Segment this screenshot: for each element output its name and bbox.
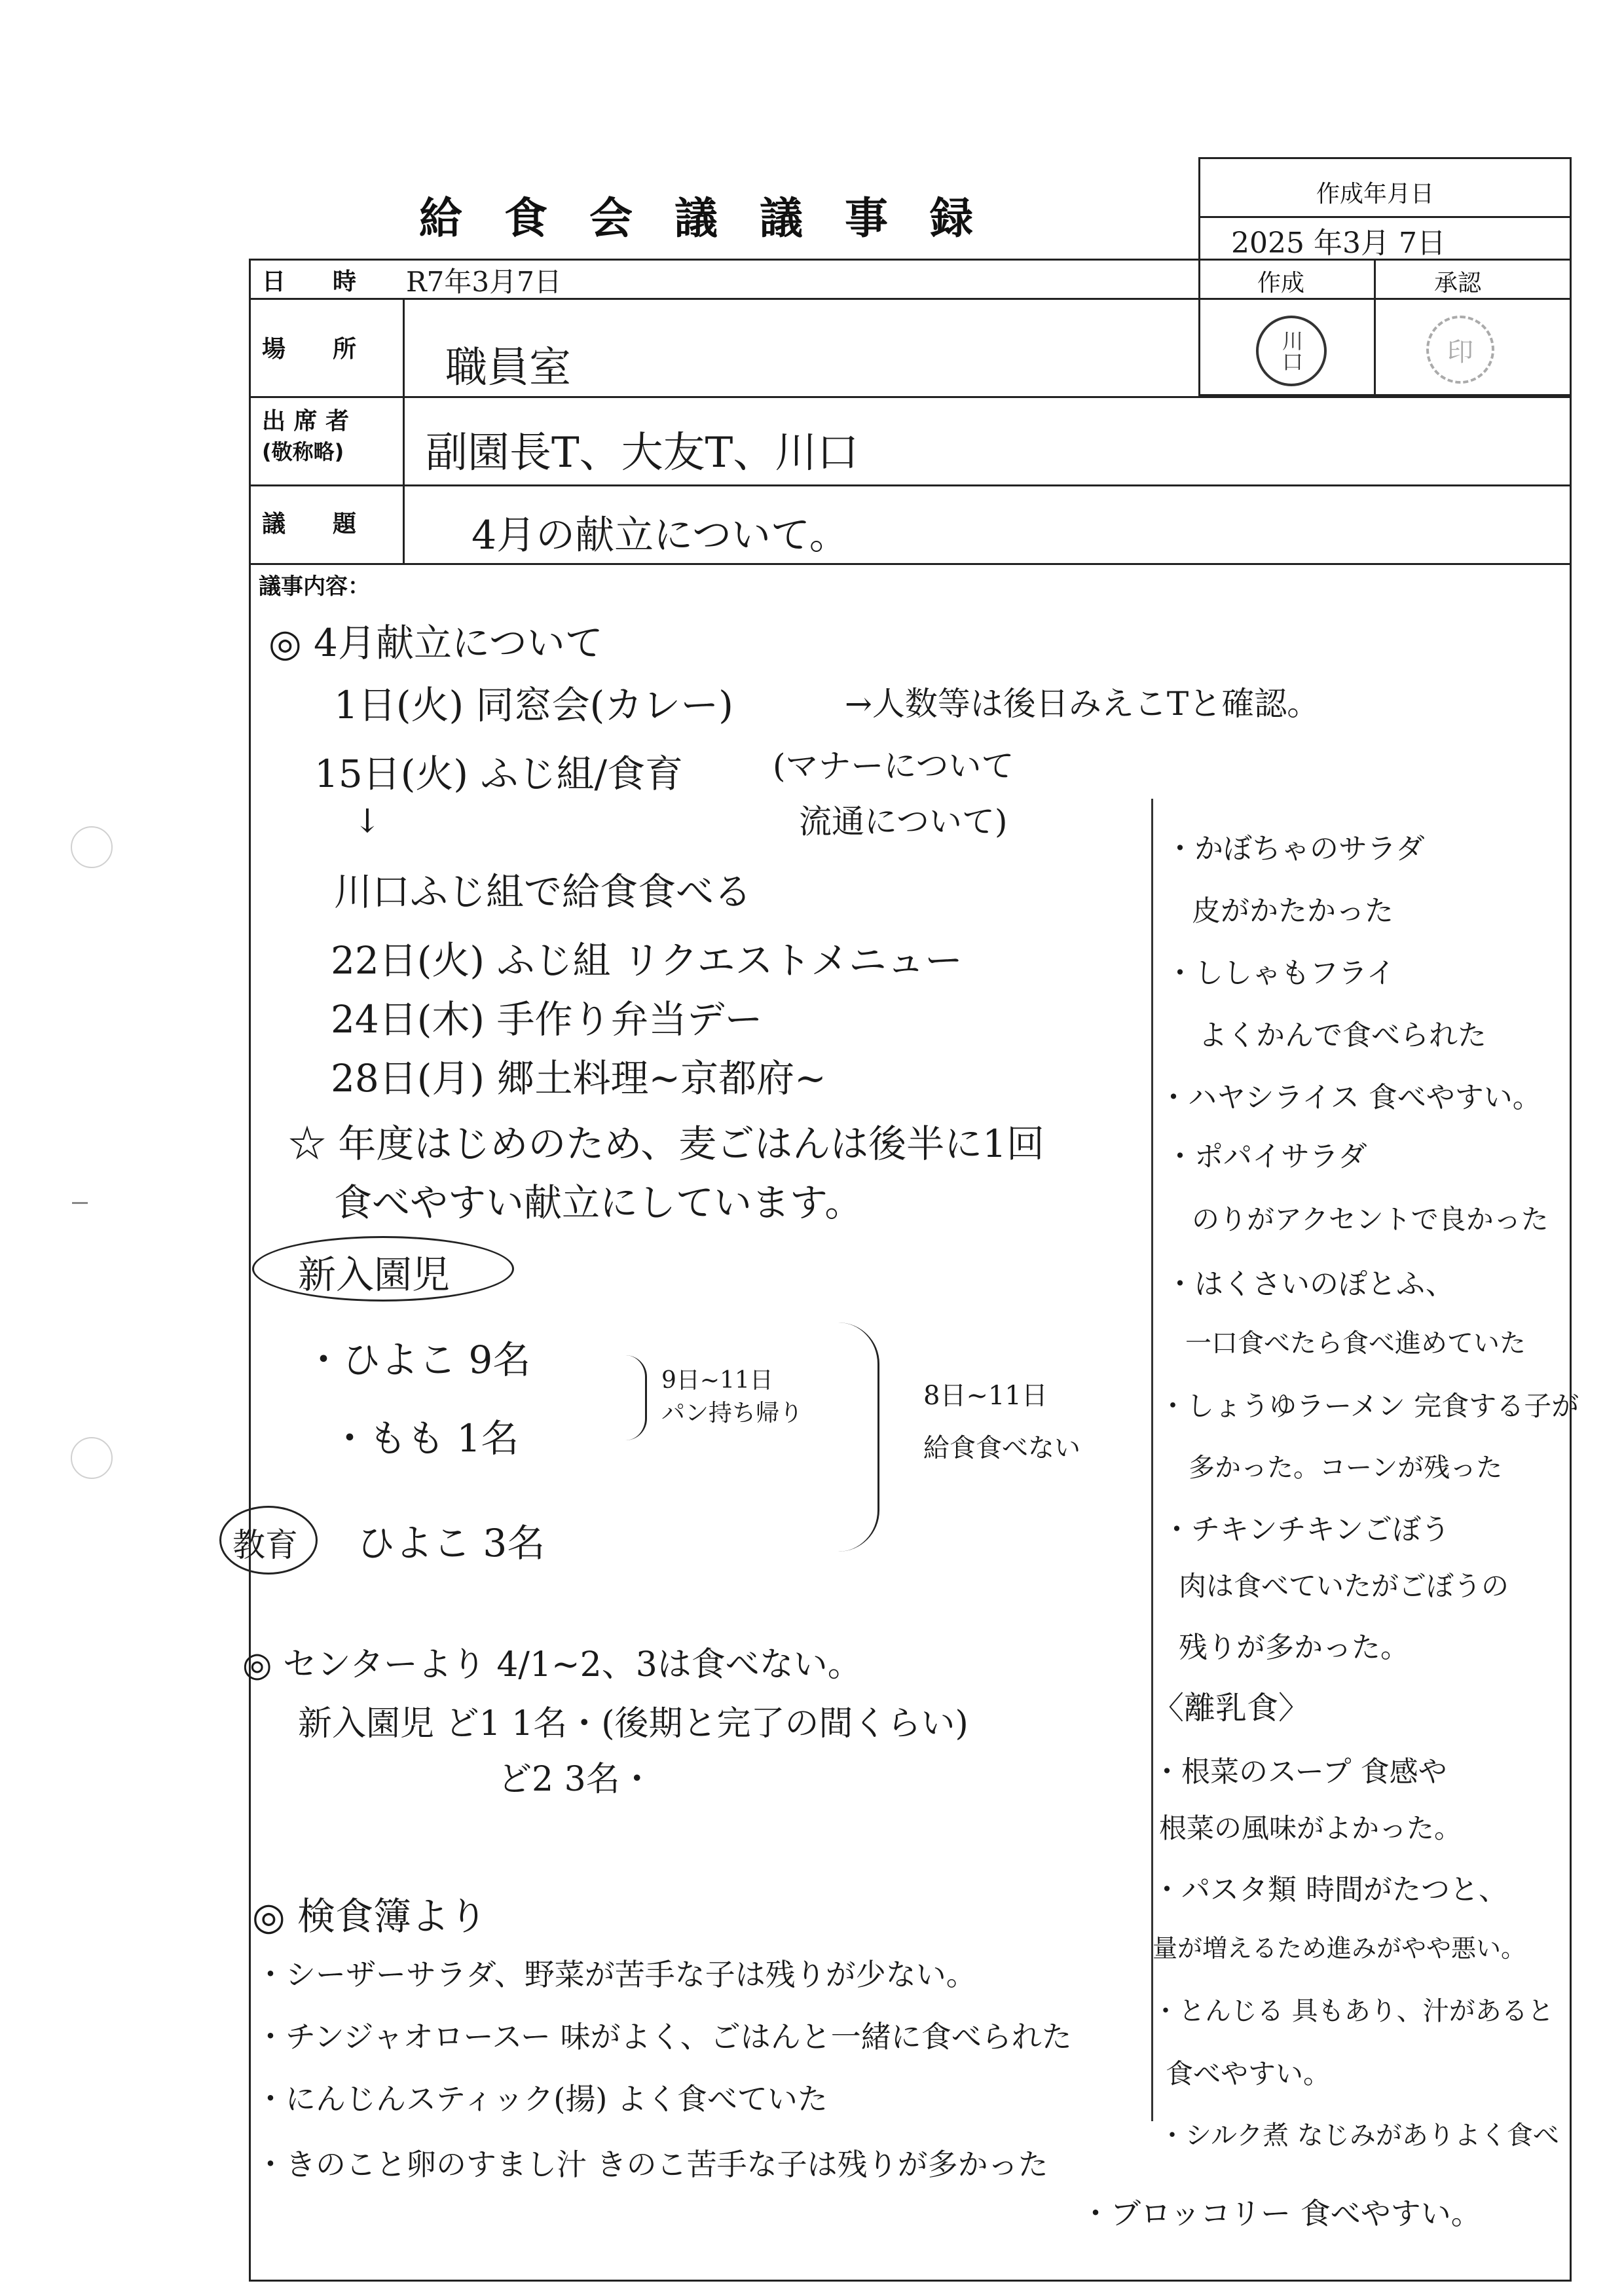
topic-label: 議 題 — [262, 511, 357, 538]
made-by-seal: 川口 — [1256, 316, 1327, 386]
note-line: ・もも 1名 — [331, 1416, 519, 1461]
approval-seal: 印 — [1426, 316, 1494, 384]
right-note: のりがアクセントで良かった — [1192, 1203, 1549, 1235]
right-note: 残りが多かった。 — [1179, 1631, 1409, 1664]
creation-date-label: 作成年月日 — [1316, 181, 1435, 208]
weaning-food-heading: 〈離乳食〉 — [1153, 1690, 1310, 1726]
place-label: 場 所 — [262, 336, 357, 363]
date-value: R7年3月7日 — [406, 266, 562, 298]
right-note: ・はくさいのぽとふ、 — [1166, 1267, 1454, 1301]
note-line: 24日(木) 手作り弁当デー — [331, 997, 763, 1042]
right-note: よくかんで食べられた — [1198, 1019, 1486, 1052]
right-note: 多かった。コーンが残った — [1189, 1453, 1503, 1483]
note-line: 22日(火) ふじ組 リクエストメニュー — [331, 938, 963, 983]
bracket — [838, 1322, 879, 1552]
place-value: 職員室 — [445, 344, 571, 392]
note-line: 28日(月) 郷土料理~京都府~ — [331, 1056, 826, 1101]
right-note: 根菜の風味がよかった。 — [1159, 1812, 1462, 1844]
right-note: ・かぼちゃのサラダ — [1166, 832, 1425, 866]
education-label: 教育 — [232, 1526, 298, 1564]
right-note: 一口食べたら食べ進めていた — [1185, 1328, 1526, 1358]
note-line: ☆ 年度はじめのため、麦ごはんは後半に1回 — [288, 1121, 1045, 1166]
creation-date-value: 2025 年3月 7日 — [1231, 227, 1446, 260]
content-label: 議事内容： — [259, 574, 370, 600]
attendees-label: 出 席 者 — [262, 408, 350, 435]
right-note: ・パスタ類 時間がたつと、 — [1153, 1873, 1507, 1906]
inspection-heading: ◎ 検食簿より — [252, 1894, 488, 1939]
note-line: 川口ふじ組で給食食べる — [334, 869, 752, 914]
punch-hole-mark — [71, 826, 113, 868]
right-note: ・しょうゆラーメン 完食する子が — [1159, 1390, 1579, 1422]
note-line: ・ひよこ 9名 — [304, 1338, 531, 1382]
note-line: ひよこ 3名 — [357, 1521, 545, 1565]
right-note: ・ししゃもフライ — [1166, 957, 1395, 990]
right-note: ・とんじる 具もあり、汁があると — [1153, 1996, 1554, 2026]
right-note: ・ポパイサラダ — [1166, 1140, 1367, 1173]
date-label: 日 時 — [262, 268, 357, 295]
note-line: パン持ち帰り — [661, 1400, 803, 1427]
note-line: ・きのこと卵のすまし汁 きのこ苦手な子は残りが多かった — [255, 2147, 1048, 2182]
right-column-divider — [1151, 799, 1153, 2121]
note-line: →人数等は後日みえこTと確認。 — [845, 685, 1320, 723]
note-line: 食べやすい献立にしています。 — [334, 1180, 863, 1225]
approval-label: 承認 — [1434, 270, 1482, 297]
note-line: 給食食べない — [923, 1433, 1080, 1463]
note-line: 15日(火) ふじ組/食育 — [314, 752, 684, 796]
note-line: ・シーザーサラダ、野菜が苦手な子は残りが少ない。 — [255, 1957, 976, 1992]
right-note: 量が増えるため進みがやや悪い。 — [1153, 1934, 1526, 1963]
margin-tick — [72, 1202, 88, 1204]
note-line: 1日(火) 同窓会(カレー) — [334, 683, 733, 727]
note-line: 流通について) — [799, 803, 1008, 841]
document-title: 給食会議議事録 — [419, 193, 1015, 244]
menu-heading: ◎ 4月献立について — [268, 621, 603, 665]
right-note: ・根菜のスープ 食感や — [1153, 1755, 1447, 1789]
right-note: 肉は食べていたがごぼうの — [1179, 1570, 1509, 1602]
center-note: ◎ センターより 4/1~2、3は食べない。 — [242, 1645, 862, 1685]
note-line: ・ブロッコリー 食べやすい。 — [1080, 2196, 1481, 2231]
attendees-value: 副園長T、大友T、川口 — [426, 429, 859, 477]
topic-value: 4月の献立について。 — [471, 513, 849, 558]
note-line: ど2 3名・ — [498, 1760, 654, 1799]
note-line: (マナーについて — [773, 747, 1014, 785]
right-note: 皮がかたかった — [1192, 894, 1393, 928]
made-by-label: 作成 — [1257, 270, 1305, 297]
bracket — [625, 1355, 647, 1440]
right-note: ・ハヤシライス 食べやすい。 — [1159, 1081, 1541, 1114]
note-line: 新入園児 ど1 1名・(後期と完了の間くらい) — [298, 1704, 969, 1743]
right-note: ・チキンチキンごぼう — [1162, 1513, 1450, 1546]
right-note: ・シルク煮 なじみがありよく食べ — [1159, 2121, 1559, 2151]
note-line: 8日~11日 — [923, 1381, 1048, 1411]
note-line: ・にんじんスティック(揚) よく食べていた — [255, 2081, 828, 2117]
arrow-down: ↓ — [354, 802, 381, 840]
right-note: 食べやすい。 — [1166, 2058, 1331, 2090]
new-enrollees-heading: 新入園児 — [298, 1252, 451, 1297]
note-line: 9日~11日 — [661, 1367, 773, 1394]
attendees-sub-label: (敬称略) — [262, 439, 344, 464]
note-line: ・チンジャオロースー 味がよく、ごはんと一緒に食べられた — [255, 2019, 1072, 2054]
punch-hole-mark — [71, 1437, 113, 1479]
